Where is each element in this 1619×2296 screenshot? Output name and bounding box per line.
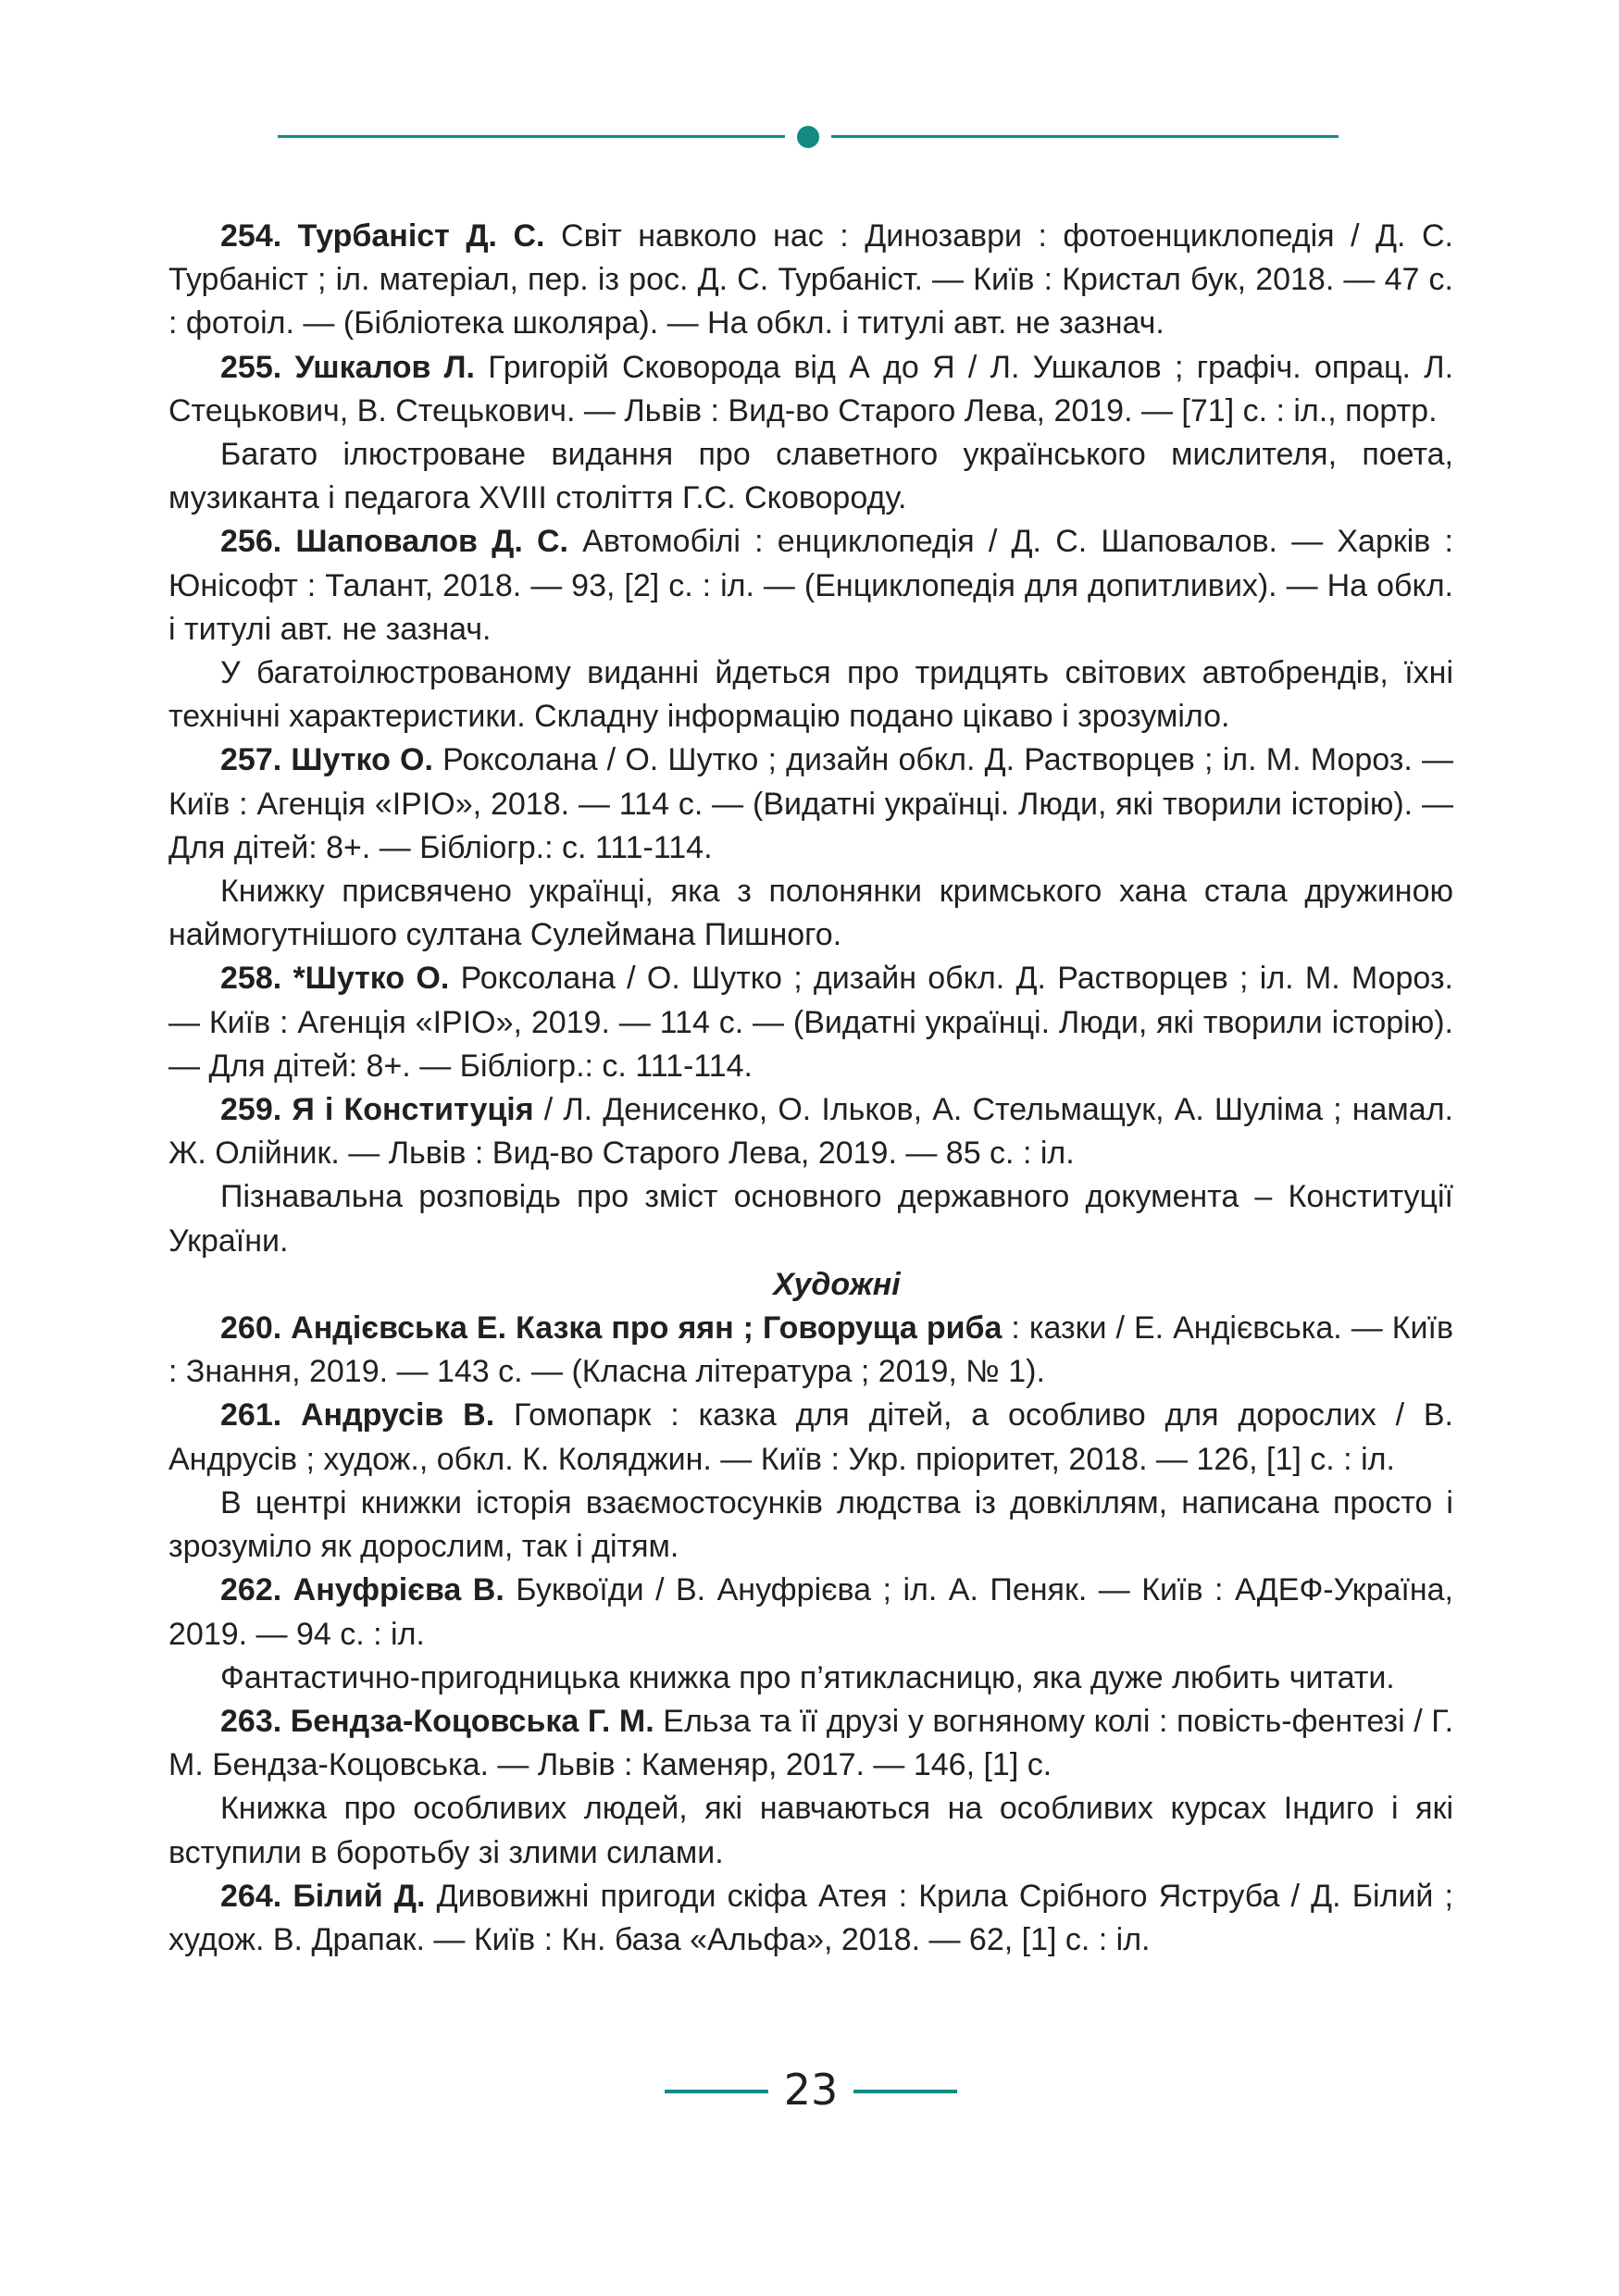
entry-text: Дивовижні пригоди скіфа Атея : Крила Срібного Яструба / Д. Білий ; худож. В. Драпак. — Київ : Кн. база «Альфа», 2018. — 62, [1] с. : іл. bbox=[168, 1878, 1454, 1957]
entry-text: Роксолана / О. Шутко ; дизайн обкл. Д. Растворцев ; іл. М. Мороз. — Київ : Агенція «ІРІО», 2018. — 114 с. — (Видатні українці. Люди, які творили історію). — Для дітей: 8+. — Бібліогр.: с. 111-114. bbox=[168, 742, 1453, 865]
bibliography-content bbox=[168, 215, 1453, 1962]
entry-text: Ельза та її друзі у вогняному колі : повість-фентезі / Г. М. Бендза-Коцовська. — Львів : Каменяр, 2017. — 146, [1] с. bbox=[168, 1703, 1454, 1783]
bibliography-entry bbox=[168, 1700, 1453, 1787]
header-rule-left bbox=[278, 135, 785, 138]
entry-annotation bbox=[168, 870, 1453, 957]
entry-author: 256. Шаповалов Д. С. bbox=[220, 524, 568, 560]
entry-author: 264. Білий Д. bbox=[220, 1878, 426, 1914]
entry-text: Автомобілі : енциклопедія / Д. С. Шаповалов. — Харків : Юнісофт : Талант, 2018. — 93, [2] с. : іл. — (Енциклопедія для допитливих). — На обкл. і титулі авт. не зазнач. bbox=[168, 524, 1454, 647]
bibliography-entry bbox=[168, 1088, 1453, 1175]
annotation-text: Пізнавальна розповідь про зміст основного державного документа – Конституції України. bbox=[168, 1179, 1453, 1259]
annotation-text: Фантастично-пригодницька книжка про п’ятикласницю, яка дуже любить читати. bbox=[220, 1659, 1395, 1695]
entry-text: Буквоїди / В. Ануфрієва ; іл. А. Пеняк. — Київ : АДЕФ-Україна, 2019. — 94 с. : іл. bbox=[168, 1572, 1453, 1652]
section-heading: Художні bbox=[773, 1266, 901, 1302]
entry-text: Григорій Сковорода від А до Я / Л. Ушкалов ; графіч. опрац. Л. Стецькович, В. Стецькович. — Львів : Вид-во Старого Лева, 2019. — [71] с. : іл., портр. bbox=[168, 349, 1454, 428]
annotation-text: Книжка про особливих людей, які навчаються на особливих курсах Індиго і які вступили в боротьбу зі злими силами. bbox=[168, 1791, 1453, 1870]
entry-author: 254. Турбаніст Д. С. bbox=[220, 218, 545, 254]
entry-text: / Л. Денисенко, О. Ільков, А. Стельмащук, А. Шуліма ; намал. Ж. Олійник. — Львів : Вид-во Старого Лева, 2019. — 85 с. : іл. bbox=[168, 1092, 1453, 1172]
entry-author: 260. Андієвська Е. Казка про яян ; Говоруща риба bbox=[220, 1310, 1003, 1347]
entry-text: : казки / Е. Андієвська. — Київ : Знання, 2019. — 143 с. — (Класна література ; 2019, № 1). bbox=[168, 1310, 1454, 1390]
annotation-text: Книжку присвячено українці, яка з полонянки кримського хана стала дружиною наймогутнішого султана Сулеймана Пишного. bbox=[168, 874, 1453, 953]
entry-author: 262. Ануфрієва В. bbox=[220, 1572, 504, 1608]
entry-annotation bbox=[168, 1482, 1453, 1569]
footer-rule-right bbox=[853, 2090, 957, 2093]
annotation-text: В центрі книжки історія взаємостосунків людства із довкіллям, написана просто і зрозуміло як дорослим, так і дітям. bbox=[168, 1484, 1453, 1565]
entry-author: 263. Бендза-Коцовська Г. М. bbox=[220, 1703, 654, 1739]
entry-author: 261. Андрусів В. bbox=[220, 1397, 495, 1433]
entry-author: 255. Ушкалов Л. bbox=[220, 349, 475, 385]
footer-rule-left bbox=[665, 2090, 768, 2093]
entry-text: Гомопарк : казка для дітей, а особливо для дорослих / В. Андрусів ; худож., обкл. К. Коляджин. — Київ : Укр. пріоритет, 2018. — 126, [1] с. : іл. bbox=[168, 1397, 1453, 1477]
annotation-text: Багато ілюстроване видання про славетного українського мислителя, поета, музиканта і педагога XVIII століття Г.С. Сковороду. bbox=[168, 437, 1453, 516]
entry-text: Світ навколо нас : Динозаври : фотоенциклопедія / Д. С. Турбаніст ; іл. матеріал, пер. із рос. Д. С. Турбаніст. — Київ : Кристал бук, 2018. — 47 с. : фотоіл. — (Бібліотека школяра). — На обкл. і титулі авт. не зазнач. bbox=[168, 218, 1454, 341]
entry-annotation bbox=[168, 433, 1453, 520]
entry-author: 258. *Шутко О. bbox=[220, 961, 450, 997]
page-number: 23 bbox=[783, 2065, 839, 2115]
entry-annotation bbox=[168, 652, 1453, 738]
bibliography-entry bbox=[168, 738, 1453, 870]
bibliography-entry bbox=[168, 1569, 1453, 1656]
entry-annotation bbox=[168, 1657, 1453, 1700]
header-dot-ornament bbox=[797, 126, 819, 148]
entry-text: Роксолана / О. Шутко ; дизайн обкл. Д. Растворцев ; іл. М. Мороз. — Київ : Агенція «ІРІО», 2019. — 114 с. — (Видатні українці. Люди, які творили історію). — Для дітей: 8+. — Бібліогр.: с. 111-114. bbox=[168, 961, 1453, 1084]
entry-annotation bbox=[168, 1175, 1453, 1262]
bibliography-entry bbox=[168, 520, 1453, 652]
entry-author: 257. Шутко О. bbox=[220, 742, 433, 778]
header-rule-right bbox=[831, 135, 1339, 138]
bibliography-entry bbox=[168, 346, 1453, 433]
bibliography-entry bbox=[168, 215, 1453, 346]
entry-annotation bbox=[168, 1787, 1453, 1874]
bibliography-entry bbox=[168, 1307, 1453, 1394]
bibliography-entry bbox=[168, 1875, 1453, 1962]
bibliography-entry bbox=[168, 957, 1453, 1088]
annotation-text: У багатоілюстрованому виданні йдеться про тридцять світових автобрендів, їхні технічні характеристики. Складну інформацію подано цікаво і зрозуміло. bbox=[168, 655, 1453, 735]
entry-author: 259. Я і Конституція bbox=[220, 1092, 534, 1128]
bibliography-entry bbox=[168, 1394, 1453, 1481]
